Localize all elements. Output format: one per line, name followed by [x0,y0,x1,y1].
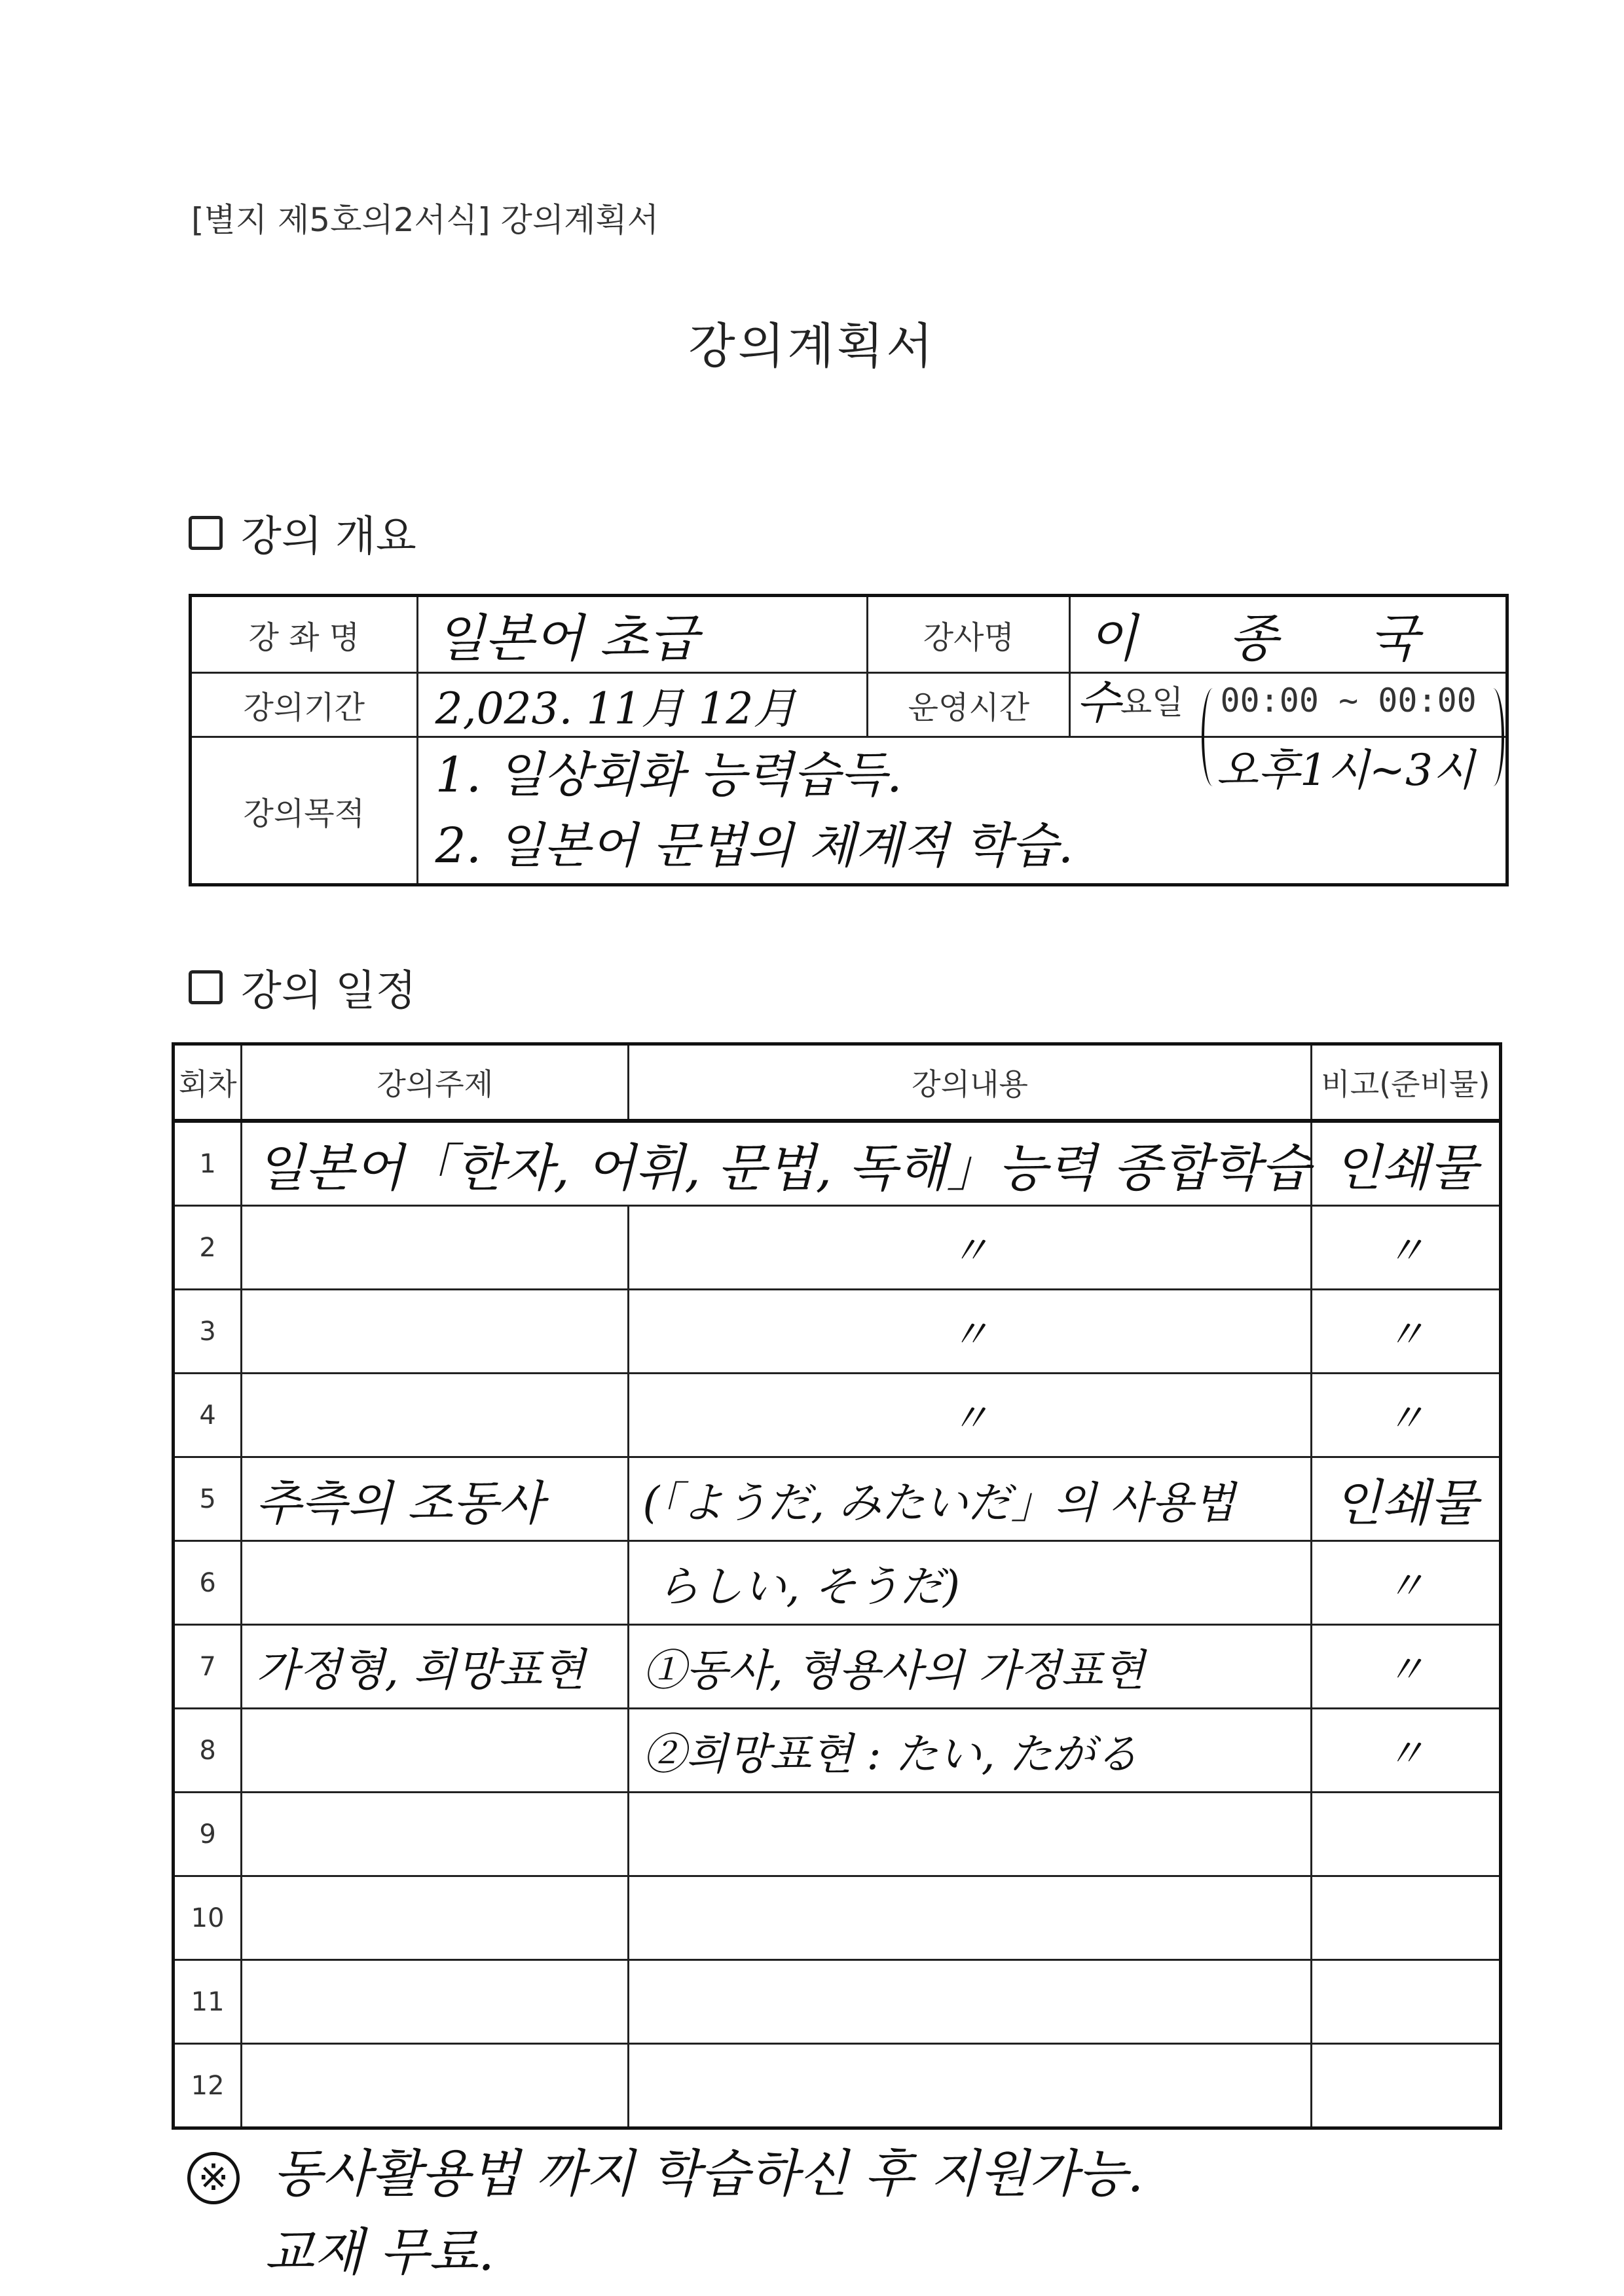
table-row [174,1625,1501,1709]
instructor-label: 강사명 [868,596,1070,673]
session-note: 인쇄물 [1311,1121,1500,1206]
time-range [1196,676,1504,795]
table-row [174,1206,1501,1290]
session-note: 〃 [1311,1541,1500,1625]
session-content: らしい, そうだ) [629,1541,1311,1625]
operation-time-label: 운영시간 [868,673,1070,737]
session-topic [242,1374,629,1457]
session-number: 7 [174,1625,242,1709]
goal-line-2: 2. 일본어 문법의 체계적 학습. [435,818,1074,874]
table-row [174,1290,1501,1374]
session-note: 〃 [1311,1374,1500,1457]
reference-mark-icon: ※ [187,2152,240,2204]
session-number: 5 [174,1457,242,1541]
session-number: 4 [174,1374,242,1457]
session-note [1311,1876,1500,1960]
footer-note-line-2: 교재 무료. [265,2223,494,2282]
session-content [629,1876,1311,1960]
instructor-name: 이 종 국 [1088,610,1439,668]
form-label: [별지 제5호의2서식] 강의계획서 [191,201,659,239]
goal-line-1: 1. 일상회화 능력습득. [435,747,902,803]
day-suffix: 요일 [1120,683,1184,721]
session-number: 2 [174,1206,242,1290]
session-note: 〃 [1311,1290,1500,1374]
day-handwritten: 수 [1076,675,1120,729]
table-row [174,1541,1501,1625]
section-overview-title: 강의 개요 [241,513,416,561]
document-title: 강의계획서 [688,318,936,374]
session-content [629,1793,1311,1876]
checkbox-icon [189,970,223,1004]
schedule-table [172,1042,1502,2130]
course-name-value: 일본어 초급 [417,596,868,673]
session-content: (「ようだ, みたいだ」의 사용법 [629,1457,1311,1541]
table-row [174,1374,1501,1457]
session-note [1311,1960,1500,2044]
time-printed: 00:00 ~ 00:00 [1220,681,1477,720]
session-topic: 일본어「한자, 어휘, 문법, 독해」능력 종합학습 [242,1121,1311,1206]
session-content [629,2044,1311,2128]
section-schedule-title: 강의 일정 [241,967,416,1015]
session-note [1311,1793,1500,1876]
table-row [174,1793,1501,1876]
course-name-label: 강 좌 명 [191,596,418,673]
session-note: 〃 [1311,1709,1500,1793]
session-number: 3 [174,1290,242,1374]
session-topic: 가정형, 희망표현 [242,1625,629,1709]
session-content: ②희망표현 : たい, たがる [629,1709,1311,1793]
table-row [174,1457,1501,1541]
footer-note-line-1 [187,2133,1143,2206]
operation-time-value [1070,673,1507,795]
session-content [629,1960,1311,2044]
table-row [174,1709,1501,1793]
session-content: ①동사, 형용사의 가정표현 [629,1625,1311,1709]
session-topic [242,1960,629,2044]
period-label: 강의기간 [191,673,418,737]
time-handwritten: 오후1시~3시 [1216,744,1475,795]
schedule-header-row [174,1044,1501,1121]
table-row [174,1121,1501,1206]
footer-line-1-text: 동사활용법 까지 학습하신 후 지원가능. [272,2145,1144,2204]
session-number: 12 [174,2044,242,2128]
header-note: 비고(준비물) [1311,1044,1500,1121]
session-topic: 추측의 조동사 [242,1457,629,1541]
instructor-value [1070,596,1507,673]
session-topic [242,1541,629,1625]
section-schedule-heading [189,957,416,1017]
table-row [174,1876,1501,1960]
section-overview-heading [189,503,416,563]
session-number: 11 [174,1960,242,2044]
session-note [1311,2044,1500,2128]
period-value: 2,023. 11月 12月 [417,673,868,737]
session-number: 8 [174,1709,242,1793]
session-note: 〃 [1311,1625,1500,1709]
session-content: 〃 [629,1374,1311,1457]
session-topic [242,2044,629,2128]
session-number: 1 [174,1121,242,1206]
session-number: 9 [174,1793,242,1876]
session-topic [242,1290,629,1374]
header-topic: 강의주제 [242,1044,629,1121]
session-content: 〃 [629,1290,1311,1374]
session-note: 〃 [1311,1206,1500,1290]
session-topic [242,1876,629,1960]
session-topic [242,1206,629,1290]
goal-label: 강의목적 [191,737,418,885]
header-session: 회차 [174,1044,242,1121]
overview-table [189,594,1509,886]
session-number: 10 [174,1876,242,1960]
table-row [174,2044,1501,2128]
session-topic [242,1793,629,1876]
header-content: 강의내용 [629,1044,1311,1121]
session-number: 6 [174,1541,242,1625]
session-content: 〃 [629,1206,1311,1290]
table-row [174,1960,1501,2044]
session-note: 인쇄물 [1311,1457,1500,1541]
session-topic [242,1709,629,1793]
checkbox-icon [189,516,223,550]
